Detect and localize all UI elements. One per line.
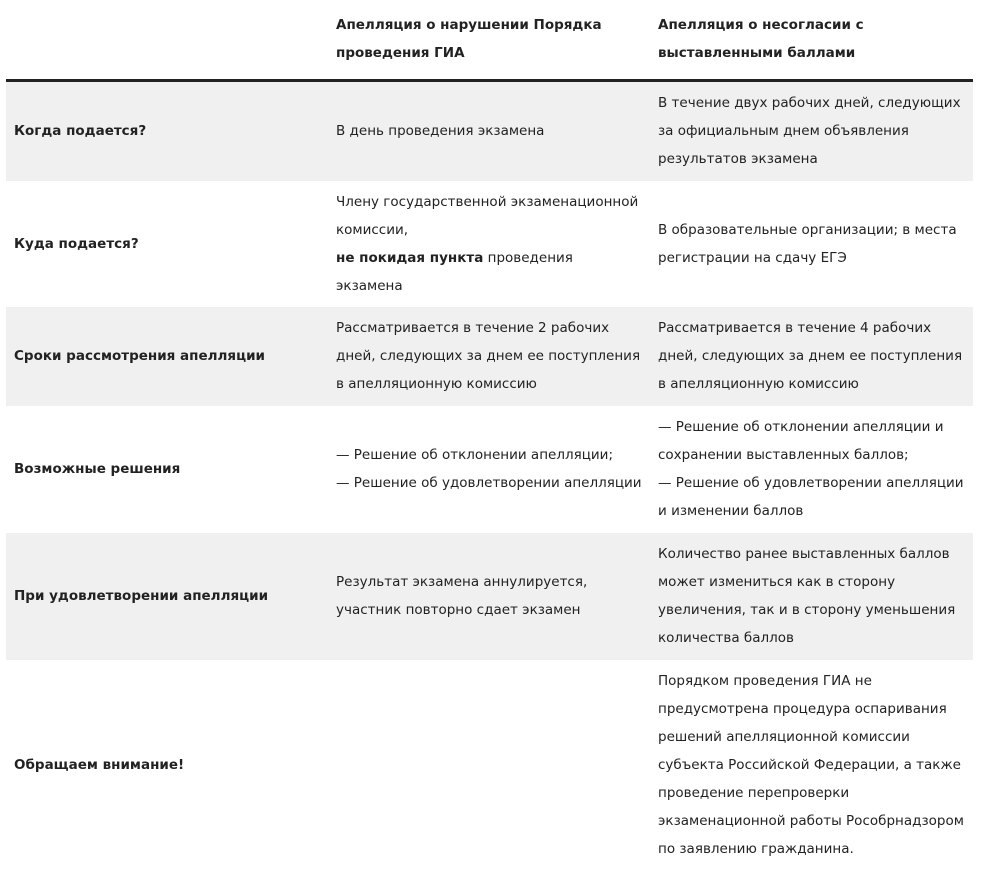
violation-cell: [328, 181, 650, 307]
cell-text: Порядком проведения ГИА не предусмотрена процедура оспаривания решений апелляционной комиссии субъекта Российской Федерации, а также проведение перепроверки экзаменационной работы Рособрнадзором по заявлению гражданина.: [658, 672, 964, 857]
row-label: Возможные решения: [6, 406, 328, 533]
violation-cell: [328, 406, 650, 533]
row-label: При удовлетворении апелляции: [6, 533, 328, 660]
row-label: Сроки рассмотрения апелляции: [6, 307, 328, 406]
cell-text: — Решение об отклонении апелляции и сохранении выставленных баллов;: [658, 419, 944, 463]
table-row: [6, 406, 973, 533]
table-row: [6, 181, 973, 307]
table-row: [6, 533, 973, 660]
cell-text-bold: не покидая пункта: [336, 249, 484, 266]
cell-text: проведения экзамена: [336, 249, 573, 294]
disagreement-cell: [650, 533, 973, 660]
row-label: Когда подается?: [6, 81, 328, 181]
violation-cell: [328, 81, 650, 181]
violation-cell: [328, 533, 650, 660]
disagreement-cell: [650, 307, 973, 406]
appeal-comparison-table: [6, 0, 973, 870]
disagreement-cell: [650, 406, 973, 533]
cell-text-mixed: [336, 244, 642, 300]
row-label: Куда подается?: [6, 181, 328, 307]
table-row: [6, 81, 973, 181]
cell-text: — Решение об удовлетворении апелляции: [336, 475, 642, 491]
cell-text: — Решение об удовлетворении апелляции и изменении баллов: [658, 475, 964, 519]
table-row: [6, 307, 973, 406]
cell-text: Количество ранее выставленных баллов может измениться как в сторону увеличения, так и в сторону уменьшения количества баллов: [658, 546, 956, 646]
cell-text: Результат экзамена аннулируется, участник повторно сдает экзамен: [336, 574, 588, 618]
disagreement-cell: [650, 181, 973, 307]
disagreement-cell: [650, 81, 973, 181]
cell-text: В образовательные организации; в места регистрации на сдачу ЕГЭ: [658, 221, 957, 266]
violation-cell: [328, 307, 650, 406]
table-header-row: [6, 0, 973, 81]
header-disagreement-appeal: Апелляция о несогласии с выставленными баллами: [650, 0, 973, 81]
disagreement-cell: [650, 660, 973, 870]
cell-text: В течение двух рабочих дней, следующих за официальным днем объявления результатов экзамена: [658, 95, 961, 168]
cell-text: Члену государственной экзаменационной комиссии,: [336, 193, 639, 238]
header-empty-cell: [6, 0, 328, 81]
row-label: Обращаем внимание!: [6, 660, 328, 870]
cell-text: — Решение об отклонении апелляции;: [336, 447, 614, 463]
table-row: [6, 660, 973, 870]
header-violation-appeal: Апелляция о нарушении Порядка проведения ГИА: [328, 0, 650, 81]
cell-text: Рассматривается в течение 4 рабочих дней, следующих за днем ее поступления в апелляционную комиссию: [658, 320, 963, 392]
cell-text: В день проведения экзамена: [336, 123, 545, 140]
violation-cell: [328, 660, 650, 870]
cell-text: Рассматривается в течение 2 рабочих дней, следующих за днем ее поступления в апелляционную комиссию: [336, 320, 641, 392]
